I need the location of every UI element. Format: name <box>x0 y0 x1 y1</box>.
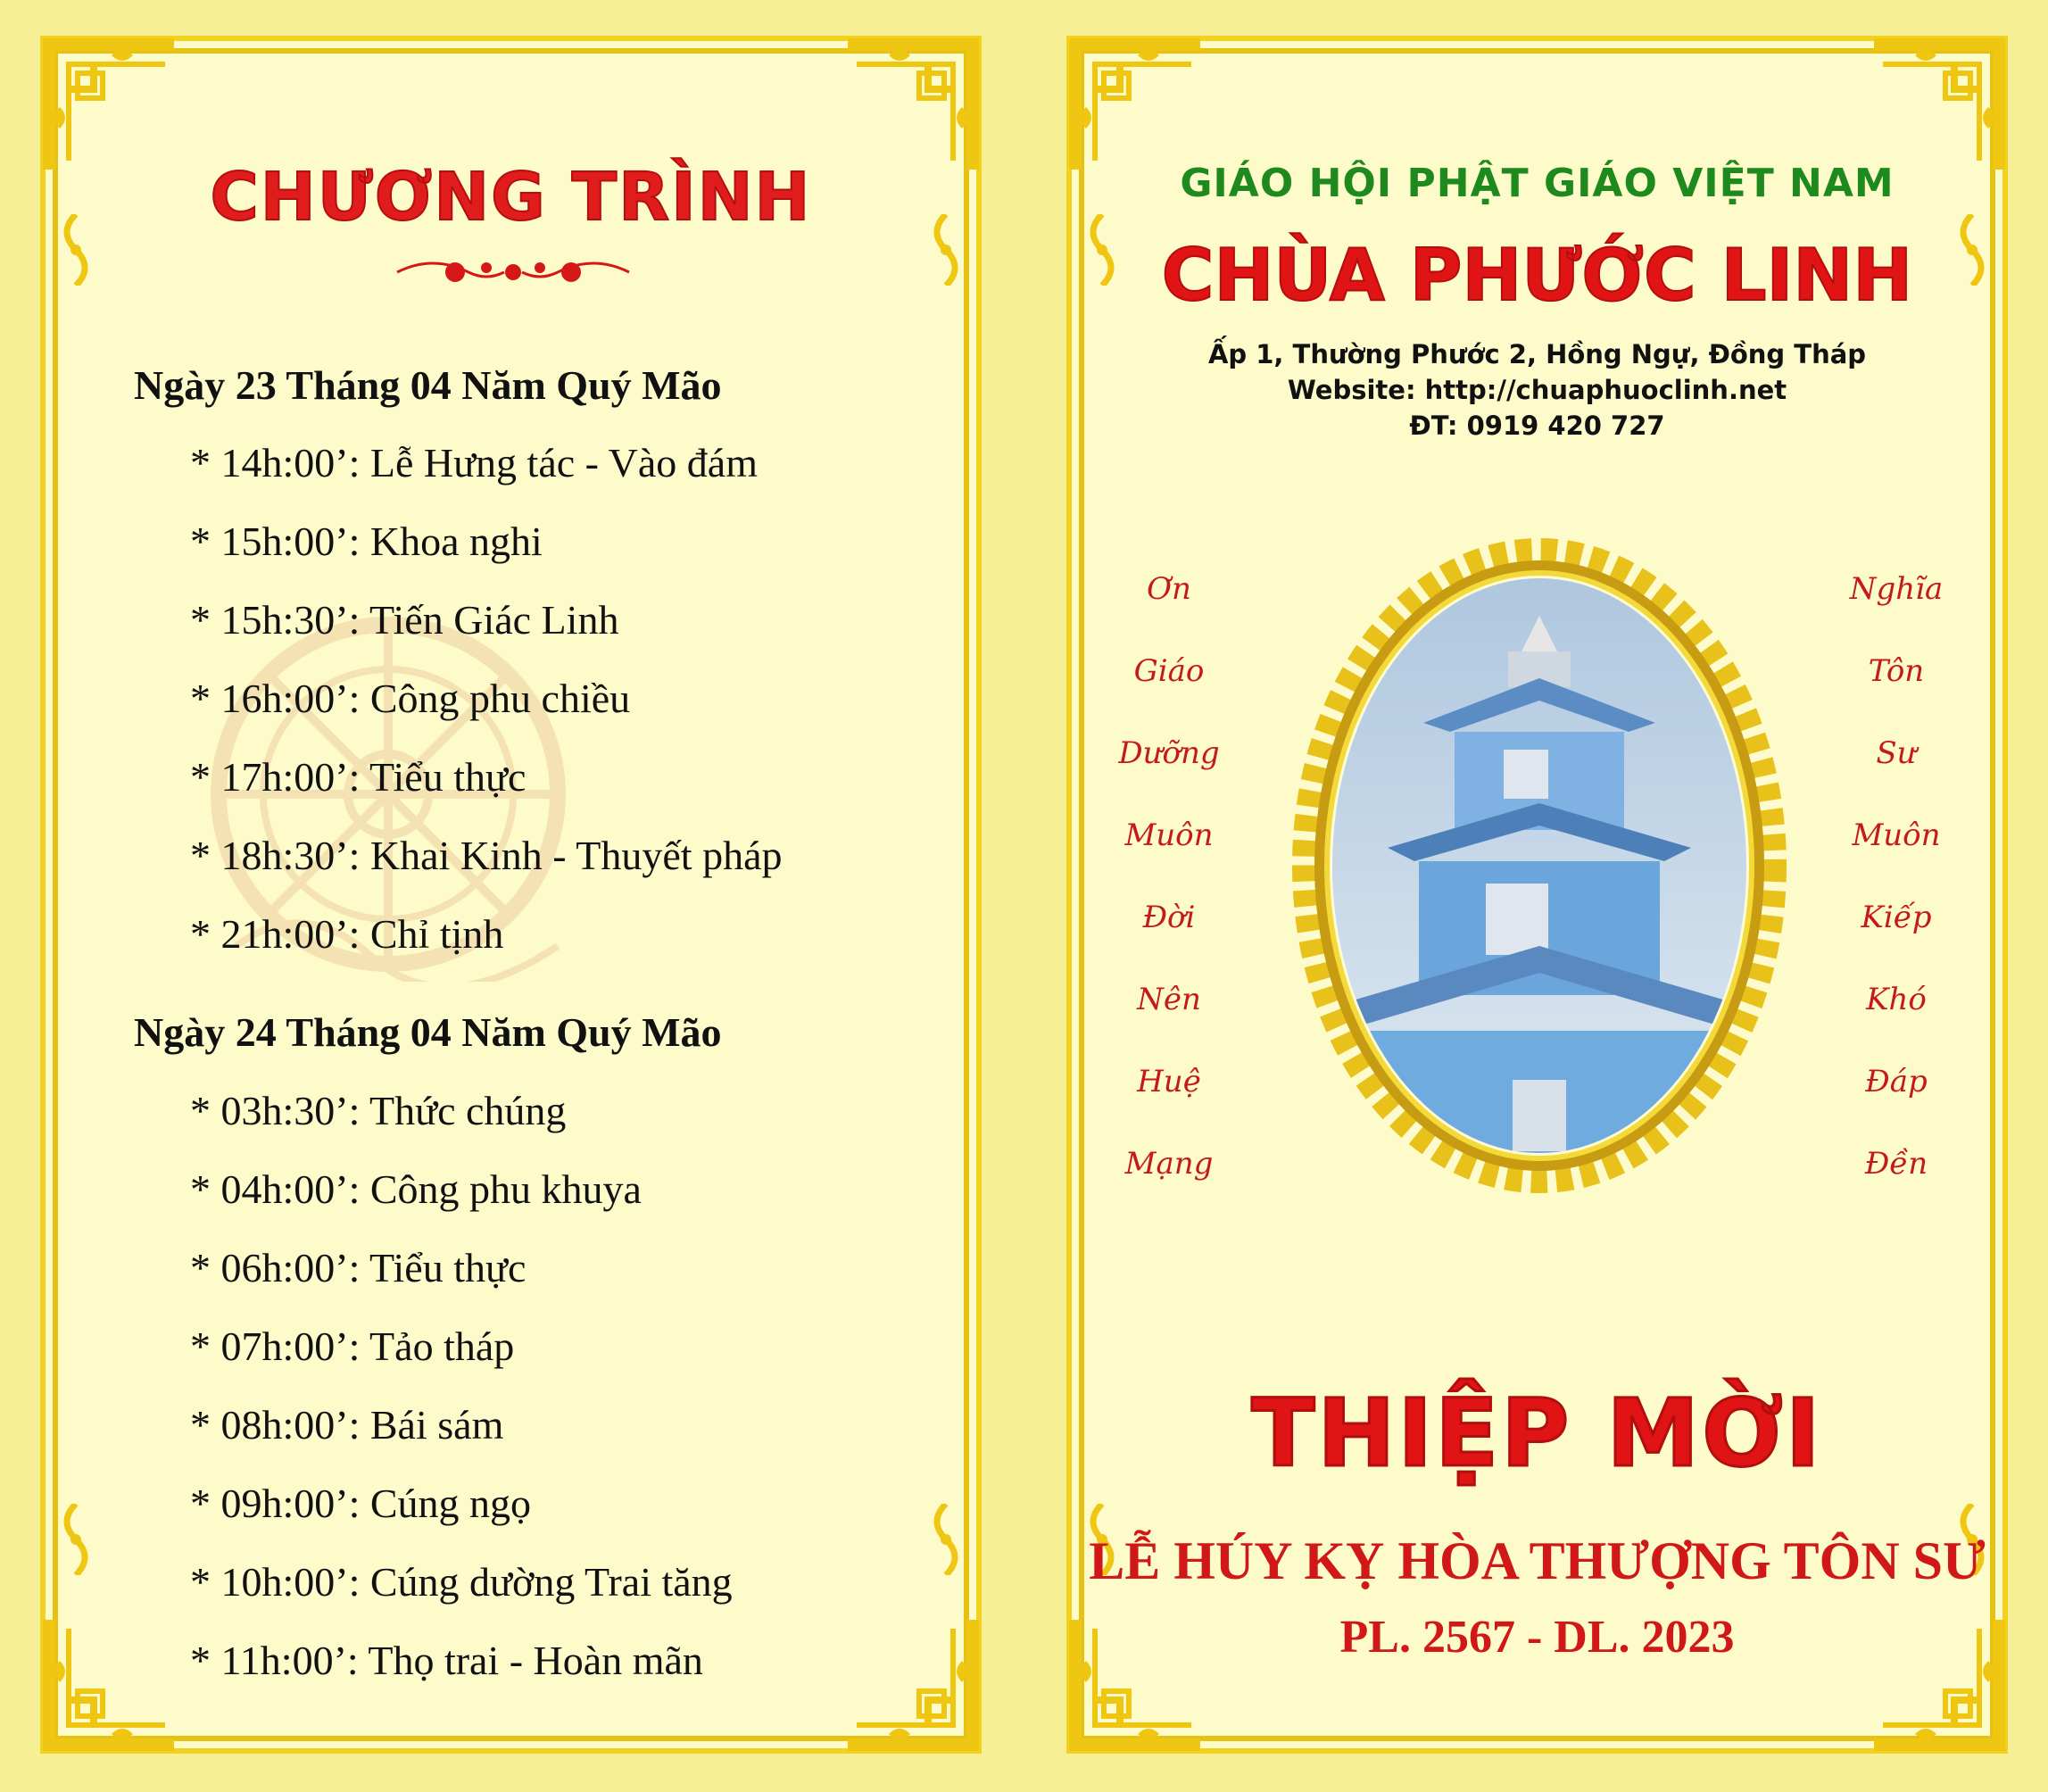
verse-word: Giáo <box>1133 653 1205 689</box>
corner-ornament-icon <box>40 36 174 170</box>
scroll-ornament-icon <box>928 1504 964 1575</box>
scroll-ornament-icon <box>58 1504 94 1575</box>
schedule-item: * 15h:00’: Khoa nghi <box>190 519 543 564</box>
schedule-item: * 08h:00’: Bái sám <box>190 1402 504 1448</box>
schedule-item: * 11h:00’: Thọ trai - Hoàn mãn <box>190 1638 703 1683</box>
verse-word: Đền <box>1864 1146 1928 1182</box>
program-title: CHƯƠNG TRÌNH <box>210 159 812 236</box>
ceremony-name: LỄ HÚY KỴ HÒA THƯỢNG TÔN SƯ <box>1089 1531 1986 1590</box>
verse-word: Tôn <box>1868 653 1925 689</box>
verse-word: Đời <box>1142 900 1196 935</box>
verse-word: Nên <box>1137 982 1201 1017</box>
verse-word: Ơn <box>1147 571 1191 607</box>
verse-word: Khó <box>1866 982 1927 1017</box>
invitation-panel <box>1066 36 2008 1754</box>
verse-word: Huệ <box>1137 1064 1201 1099</box>
temple-phone: ĐT: 0919 420 727 <box>1409 411 1665 441</box>
pagoda-photo-frame <box>1272 509 1807 1223</box>
day-heading: Ngày 24 Tháng 04 Năm Quý Mão <box>134 1009 722 1055</box>
invitation-title: THIỆP MỜI <box>1251 1379 1823 1488</box>
temple-name: CHÙA PHƯỚC LINH <box>1161 234 1913 317</box>
schedule-item: * 14h:00’: Lễ Hưng tác - Vào đám <box>190 440 758 485</box>
schedule-item: * 21h:00’: Chỉ tịnh <box>190 911 504 957</box>
corner-ornament-icon <box>1874 36 2008 170</box>
verse-word: Kiếp <box>1861 900 1932 935</box>
corner-ornament-icon <box>1066 36 1200 170</box>
verse-word: Muôn <box>1124 817 1214 853</box>
verse-word: Dưỡng <box>1118 735 1220 771</box>
verse-word: Nghĩa <box>1849 571 1944 607</box>
schedule-item: * 09h:00’: Cúng ngọ <box>190 1481 532 1526</box>
schedule-item: * 07h:00’: Tảo tháp <box>190 1323 515 1369</box>
schedule-item: * 17h:00’: Tiểu thực <box>190 754 527 800</box>
schedule-item: * 04h:00’: Công phu khuya <box>190 1166 642 1212</box>
schedule-item: * 06h:00’: Tiểu thực <box>190 1245 527 1290</box>
organization-name: GIÁO HỘI PHẬT GIÁO VIỆT NAM <box>1180 161 1895 206</box>
temple-website: Website: http://chuaphuoclinh.net <box>1287 375 1787 405</box>
day-heading: Ngày 23 Tháng 04 Năm Quý Mão <box>134 362 722 408</box>
schedule-item: * 18h:30’: Khai Kinh - Thuyết pháp <box>190 833 783 878</box>
verse-word: Muôn <box>1852 817 1941 853</box>
corner-ornament-icon <box>40 1620 174 1754</box>
schedule-item: * 10h:00’: Cúng dường Trai tăng <box>190 1559 733 1605</box>
verse-word: Đáp <box>1865 1064 1928 1099</box>
verse-word: Mạng <box>1124 1146 1214 1182</box>
program-panel <box>40 36 982 1754</box>
corner-ornament-icon <box>848 1620 982 1754</box>
corner-ornament-icon <box>848 36 982 170</box>
ceremony-year: PL. 2567 - DL. 2023 <box>1339 1612 1735 1663</box>
schedule-item: * 03h:30’: Thức chúng <box>190 1088 567 1133</box>
schedule-item: * 15h:30’: Tiến Giác Linh <box>190 597 619 643</box>
verse-word: Sư <box>1876 735 1917 771</box>
floral-divider-icon <box>388 250 638 295</box>
temple-address: Ấp 1, Thường Phước 2, Hồng Ngự, Đồng Tháp <box>1207 339 1867 369</box>
schedule-item: * 16h:00’: Công phu chiều <box>190 676 631 721</box>
